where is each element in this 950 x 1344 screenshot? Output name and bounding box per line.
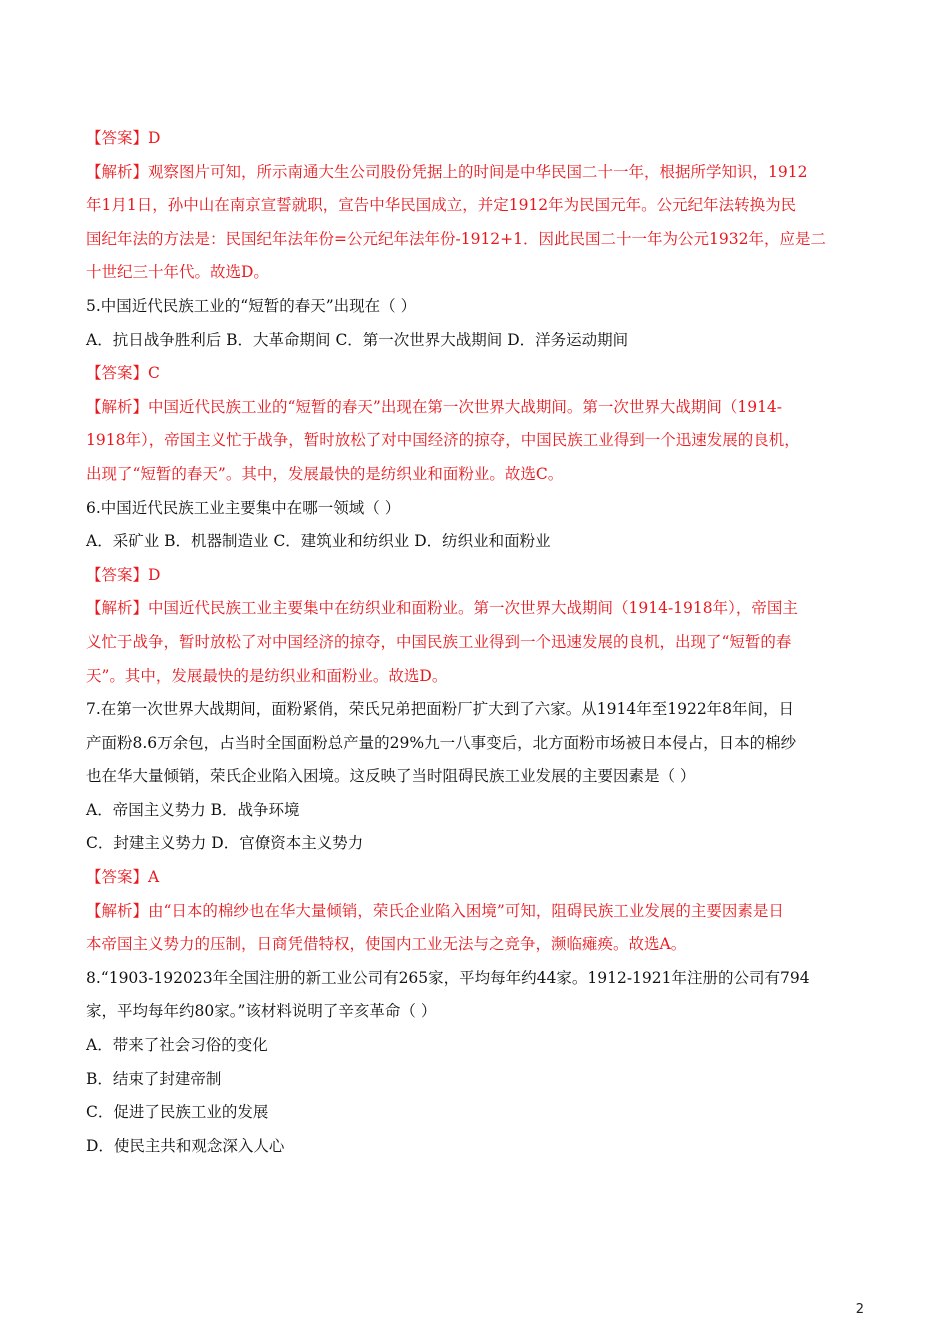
option-c: C．促进了民族工业的发展 [86,1103,269,1122]
page-content [86,122,870,1163]
q4-analysis [86,156,870,290]
analysis-line: 十世纪三十年代。故选D。 [86,263,269,282]
option-a: A．带来了社会习俗的变化 [86,1036,268,1055]
analysis-line: 【解析】中国近代民族工业的“短暂的春天”出现在第一次世界大战期间。第一次世界大战期间（1914- [86,397,783,416]
q6-options: A．采矿业 B．机器制造业 C．建筑业和纺织业 D．纺织业和面粉业 [86,532,551,551]
q5-analysis [86,391,870,492]
analysis-line: 【解析】中国近代民族工业主要集中在纺织业和面粉业。第一次世界大战期间（1914-1918年），帝国主 [86,599,798,618]
analysis-line: 本帝国主义势力的压制，日商凭借特权，使国内工业无法与之竞争，濒临瘫痪。故选A。 [86,935,687,954]
q7-stem [86,693,870,794]
stem-line: 7.在第一次世界大战期间，面粉紧俏，荣氏兄弟把面粉厂扩大到了六家。从1914年至1922年8年间，日 [86,700,795,719]
q7-answer: 【答案】A [86,868,160,887]
analysis-line: 出现了“短暂的春天”。其中，发展最快的是纺织业和面粉业。故选C。 [86,464,564,483]
option-b: B．结束了封建帝制 [86,1069,222,1088]
stem-line: 产面粉8.6万余包，占当时全国面粉总产量的29%九一八事变后，北方面粉市场被日本侵占，日本的棉纱 [86,733,797,752]
stem-line: 也在华大量倾销，荣氏企业陷入困境。这反映了当时阻碍民族工业发展的主要因素是（ ） [86,767,696,786]
page-number: 2 [855,1302,864,1317]
analysis-line: 国纪年法的方法是：民国纪年法年份=公元纪年法年份-1912+1．因此民国二十一年为公元1932年，应是二 [86,229,826,248]
q5-stem: 5.中国近代民族工业的“短暂的春天”出现在（ ） [86,296,417,315]
stem-line: 家，平均每年约80家。”该材料说明了辛亥革命（ ） [86,1002,437,1021]
analysis-line: 【解析】由“日本的棉纱也在华大量倾销，荣氏企业陷入困境”可知，阻碍民族工业发展的主要因素是日 [86,901,784,920]
q7-options [86,794,870,861]
q6-answer: 【答案】D [86,565,161,584]
analysis-line: 1918年），帝国主义忙于战争，暂时放松了对中国经济的掠夺，中国民族工业得到一个迅速发展的良机， [86,431,800,450]
q5-answer: 【答案】C [86,364,160,383]
q4-answer: 【答案】D [86,129,161,147]
analysis-line: 【解析】观察图片可知，所示南通大生公司股份凭据上的时间是中华民国二十一年，根据所学知识，1912 [86,162,808,181]
analysis-line: 义忙于战争，暂时放松了对中国经济的掠夺，中国民族工业得到一个迅速发展的良机，出现了“短暂的春 [86,632,792,651]
q5-options: A．抗日战争胜利后 B．大革命期间 C．第一次世界大战期间 D．洋务运动期间 [86,330,629,349]
q7-analysis [86,895,870,962]
q8-stem [86,962,870,1029]
q6-analysis [86,592,870,693]
q6-stem: 6.中国近代民族工业主要集中在哪一领域（ ） [86,498,401,517]
analysis-line: 天”。其中，发展最快的是纺织业和面粉业。故选D。 [86,666,448,685]
option-line: A．帝国主义势力 B．战争环境 [86,800,300,819]
option-d: D．使民主共和观念深入人心 [86,1136,285,1155]
q8-options [86,1029,870,1163]
option-line: C．封建主义势力 D．官僚资本主义势力 [86,834,364,853]
stem-line: 8.“1903-192023年全国注册的新工业公司有265家，平均每年约44家。1912-1921年注册的公司有794 [86,968,810,987]
analysis-line: 年1月1日，孙中山在南京宣誓就职，宣告中华民国成立，并定1912年为民国元年。公元纪年法转换为民 [86,196,797,215]
